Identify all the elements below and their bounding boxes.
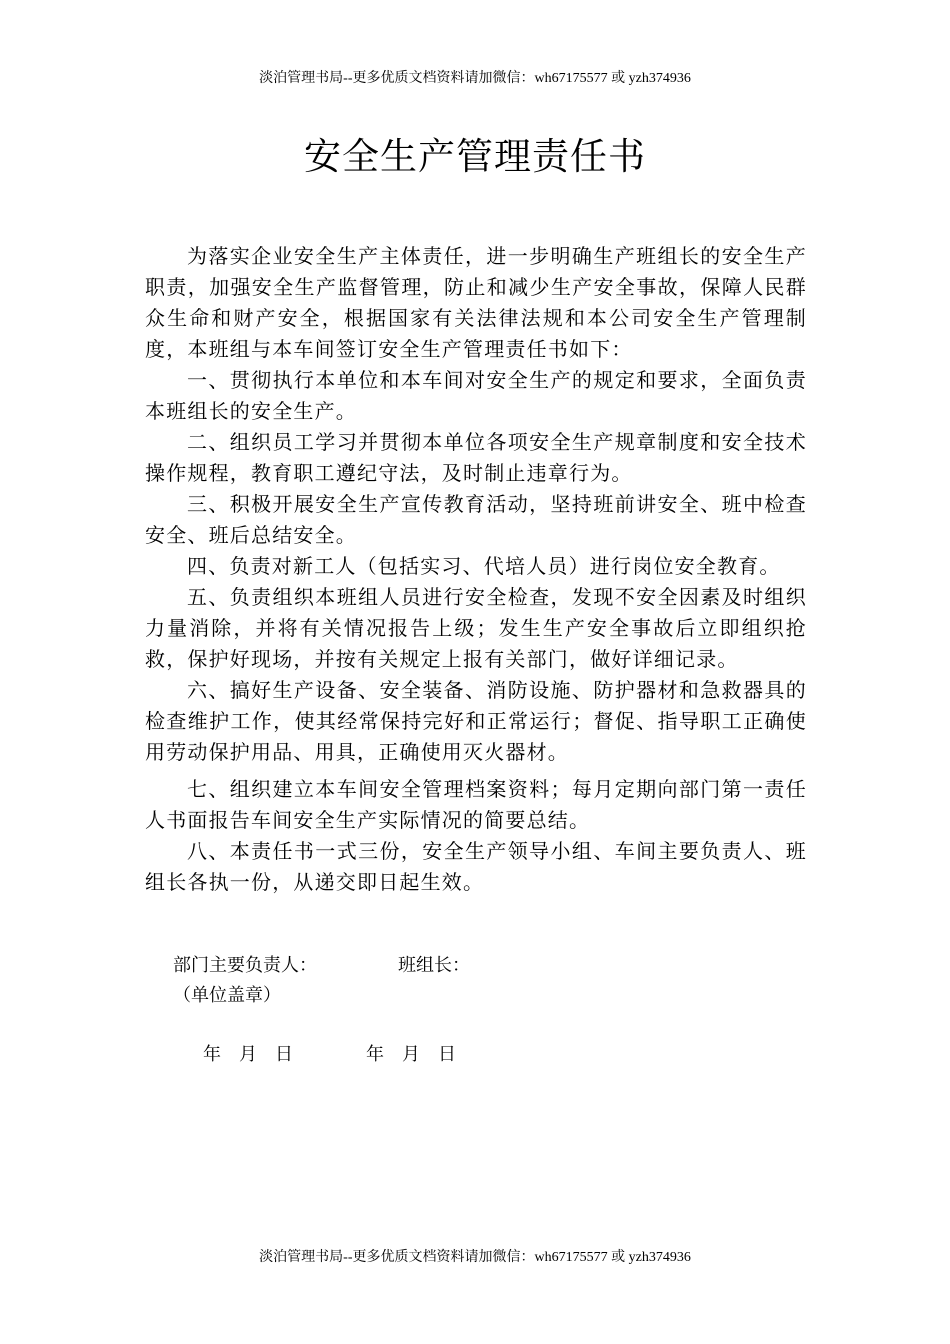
clause-3: 三、积极开展安全生产宣传教育活动，坚持班前讲安全、班中检查安全、班后总结安全。 (145, 494, 807, 547)
team-leader-label: 班组长： (398, 955, 470, 975)
clause-2: 二、组织员工学习并贯彻本单位各项安全生产规章制度和安全技术操作规程，教育职工遵纪守法，及时制止违章行为。 (145, 432, 807, 485)
document-title: 安全生产管理责任书 (304, 135, 646, 178)
clause-4: 四、负责对新工人（包括实习、代培人员）进行岗位安全教育。 (187, 556, 781, 578)
clause-5: 五、负责组织本班组人员进行安全检查，发现不安全因素及时组织力量消除，并将有关情况报告上级；发生生产安全事故后立即组织抢救，保护好现场，并按有关规定上报有关部门，做好详细记录。 (145, 587, 807, 671)
clause-6: 六、搞好生产设备、安全装备、消防设施、防护器材和急救器具的检查维护工作，使其经常保持完好和正常运行；督促、指导职工正确使用劳动保护用品、用具，正确使用灭火器材。 (145, 680, 807, 764)
date-left: 年 月 日 (203, 1044, 293, 1064)
document-body (145, 242, 807, 899)
date-right: 年 月 日 (366, 1044, 456, 1064)
clause-8: 八、本责任书一式三份，安全生产领导小组、车间主要负责人、班组长各执一份，从递交即日起生效。 (145, 841, 807, 894)
intro-paragraph: 为落实企业安全生产主体责任，进一步明确生产班组长的安全生产职责，加强安全生产监督管理，防止和减少生产安全事故，保障人民群众生命和财产安全，根据国家有关法律法规和本公司安全生产管理制度，本班组与本车间签订安全生产管理责任书如下： (145, 246, 807, 361)
page-footer: 淡泊管理书局--更多优质文档资料请加微信：wh67175577 或 yzh374936 (259, 1250, 691, 1265)
clause-1: 一、贯彻执行本单位和本车间对安全生产的规定和要求，全面负责本班组长的安全生产。 (145, 370, 807, 423)
seal-label: （单位盖章） (173, 985, 281, 1005)
clause-7: 七、组织建立本车间安全管理档案资料；每月定期向部门第一责任人书面报告车间安全生产实际情况的简要总结。 (145, 779, 807, 832)
dept-head-label: 部门主要负责人： (173, 955, 317, 975)
page-header: 淡泊管理书局--更多优质文档资料请加微信：wh67175577 或 yzh374936 (259, 71, 691, 86)
